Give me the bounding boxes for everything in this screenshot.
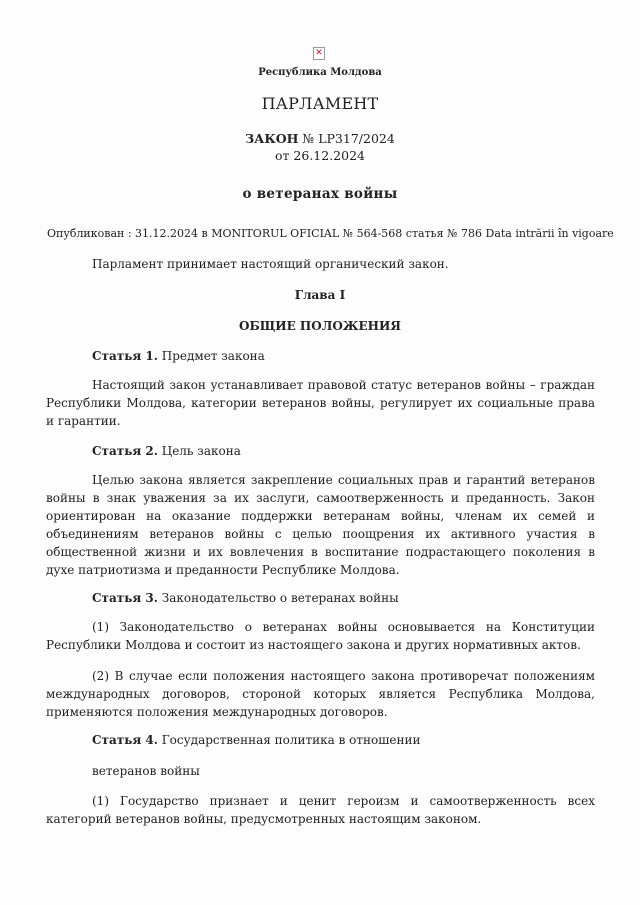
article-4-heading — [92, 733, 421, 747]
law-number — [0, 131, 640, 146]
article-label: Статья 2. — [92, 444, 158, 458]
article-title: Законодательство о ветеранах войны — [157, 591, 399, 605]
parliament-heading: ПАРЛАМЕНТ — [261, 94, 379, 113]
law-title: о ветеранах войны — [242, 186, 398, 202]
article-title: Предмет закона — [157, 349, 265, 363]
article-1-paragraph: Настоящий закон устанавливает правовой статус ветеранов войны – граждан Республики Молдова, категории ветеранов войны, регулирует их социальные права и гарантии. — [46, 378, 595, 428]
chapter-title: ОБЩИЕ ПОЛОЖЕНИЯ — [239, 319, 401, 333]
article-label: Статья 1. — [92, 349, 158, 363]
article-3-heading — [92, 591, 399, 605]
chapter-label: Глава I — [294, 288, 346, 302]
article-2-heading — [92, 444, 241, 458]
preamble: Парламент принимает настоящий органический закон. — [92, 257, 449, 271]
article-label: Статья 3. — [92, 591, 158, 605]
article-label: Статья 4. — [92, 733, 158, 747]
law-label: ЗАКОН — [245, 131, 299, 146]
article-title: Государственная политика в отношении — [157, 733, 421, 747]
article-4-title-continuation: ветеранов войны — [92, 764, 200, 778]
article-3-paragraph-1: (1) Законодательство о ветеранах войны основывается на Конституции Республики Молдова и состоит из настоящего закона и других нормативных актов. — [46, 620, 595, 652]
publication-info: Опубликован : 31.12.2024 в MONITORUL OFICIAL № 564-568 статья № 786 Data intrării în vigoare — [47, 227, 614, 240]
article-2-paragraph: Целью закона является закрепление социальных прав и гарантий ветеранов войны в знак уважения за их заслуги, самоотверженность и преданность. Закон ориентирован на оказание поддержки ветеранам войны, членам их семей и объединениям ветеранов войны с целью поощрения их активного участия в общественной жизни и их вовлечения в воспитание подрастающего поколения в духе патриотизма и преданности Республике Молдова. — [46, 473, 595, 577]
article-title: Цель закона — [157, 444, 241, 458]
law-date: от 26.12.2024 — [275, 148, 365, 163]
law-number-value: № LP317/2024 — [298, 131, 395, 146]
republic-name: Республика Молдова — [258, 67, 382, 78]
broken-image-icon: ✕ — [313, 47, 325, 60]
article-3-paragraph-2: (2) В случае если положения настоящего закона противоречат положениям международных договоров, стороной которых является Республика Молдова, применяются положения международных договоров. — [46, 669, 595, 719]
article-1-heading — [92, 349, 265, 363]
article-4-paragraph-1: (1) Государство признает и ценит героизм и самоотверженность всех категорий ветеранов войны, предусмотренных настоящим законом. — [46, 794, 595, 826]
